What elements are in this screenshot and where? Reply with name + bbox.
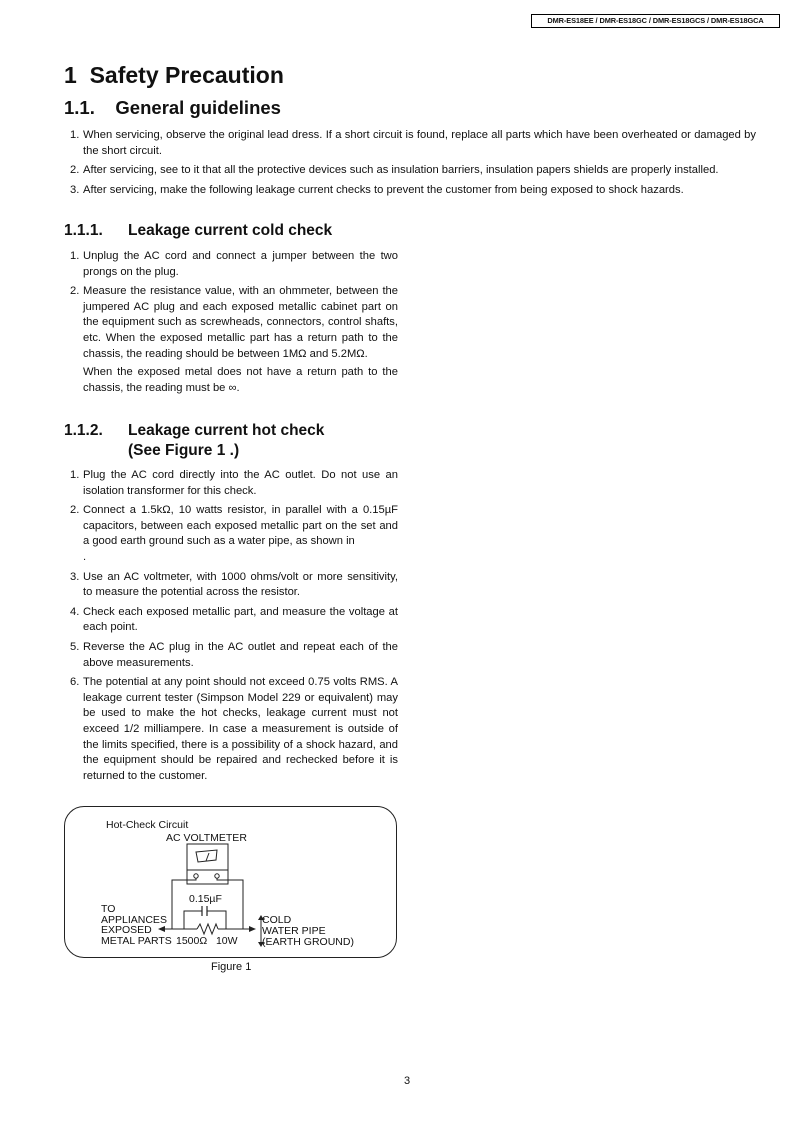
hot-check-number: 1.1.2. [64,422,103,439]
label-cold: COLD [262,914,292,926]
cold-check-note: When the exposed metal does not have a return path to the chassis, the reading must be ∞. [83,366,398,394]
cold-check-heading [64,222,332,240]
list-item: 5. Reverse the AC plug in the AC outlet and repeat each of the above measurements. [70,640,398,669]
list-item: 6. The potential at any point should not exceed 0.75 volts RMS. A leakage current tester (Simpson Model 229 or equivalent) may be used to make the hot checks, leakage current must not exceed 1/2 milliampere. In case a measurement is outside of the limits specified, there is a possibility of a shock hazard, and the equipment should be repaired and rechecked before it is returned to the customer. [70,676,398,782]
subsection-number: 1.1. [64,97,95,118]
cold-check-number: 1.1.1. [64,222,103,239]
circuit-diagram [65,807,396,957]
cold-check-list [64,249,398,400]
hot-check-list [64,468,398,788]
terminal-right [215,874,219,878]
section-heading [64,62,284,89]
hot-check-title-line1: Leakage current hot check [128,422,325,439]
subsection-heading [64,97,281,119]
list-item: 2. After servicing, see to it that all the protective devices such as insulation barriers, insulation papers shields are properly installed. [70,164,719,177]
label-appliances: APPLIANCES [101,914,167,926]
voltmeter-label: AC VOLTMETER [166,832,247,844]
terminal-left [194,874,198,878]
meter-dial-icon [196,850,217,862]
list-item: 1. Plug the AC cord directly into the AC outlet. Do not use an isolation transformer for this check. [70,469,398,497]
subsection-title: General guidelines [115,97,281,118]
list-item: 3. Use an AC voltmeter, with 1000 ohms/volt or more sensitivity, to measure the potential across the resistor. [70,570,398,599]
capacitor-label: 0.15µF [189,893,222,905]
model-codes-header: DMR-ES18EE / DMR-ES18GC / DMR-ES18GCS / DMR-ES18GCA [531,14,780,28]
list-item: 2. Connect a 1.5kΩ, 10 watts resistor, in parallel with a 0.15µF capacitors, between each exposed metallic part on the set and a good earth ground such as a water pipe, as shown in . [70,504,398,563]
list-item: 3. After servicing, make the following leakage current checks to prevent the customer from being exposed to shock hazards. [70,183,684,196]
resistor-symbol [197,924,218,934]
hot-check-circuit-figure [64,806,397,958]
voltmeter-body [187,844,228,884]
general-guidelines-list [64,128,756,202]
section-title: Safety Precaution [89,62,284,88]
list-item: 1. When servicing, observe the original lead dress. If a short circuit is found, replace all parts which have been overheated or damaged by the short circuit. [70,129,756,157]
figure-caption: Figure 1 [211,961,252,973]
figure-title: Hot-Check Circuit [106,819,189,831]
hot-check-title-line2: (See Figure 1 .) [128,442,240,459]
label-exposed: EXPOSED [101,924,152,936]
arrow-left-icon [158,926,165,932]
list-item: 2. Measure the resistance value, with an ohmmeter, between the jumpered AC plug and each exposed metallic cabinet part on the equipment such as screwheads, connectors, control shafts, etc. When the exposed metallic part has a return path to the chassis, the reading should be between 1MΩ and 5.2MΩ. When the exposed metal does not have a return path to the chassis, the reading must be ∞. [64,284,398,396]
hot-check-heading [64,421,324,461]
label-metal-parts: METAL PARTS [101,935,172,947]
stray-period: . [83,550,87,563]
section-number: 1 [64,62,77,88]
page-number: 3 [404,1075,411,1087]
label-earth-ground: (EARTH GROUND) [262,936,354,948]
list-item: 1. Unplug the AC cord and connect a jumper between the two prongs on the plug. [70,250,398,278]
cold-check-title: Leakage current cold check [128,222,333,239]
list-item: 4. Check each exposed metallic part, and measure the voltage at each point. [70,605,398,634]
label-water-pipe: WATER PIPE [262,925,326,937]
arrow-right-icon [249,926,256,932]
label-to: TO [101,903,116,915]
resistor-label: 1500Ω 10W [176,935,238,947]
